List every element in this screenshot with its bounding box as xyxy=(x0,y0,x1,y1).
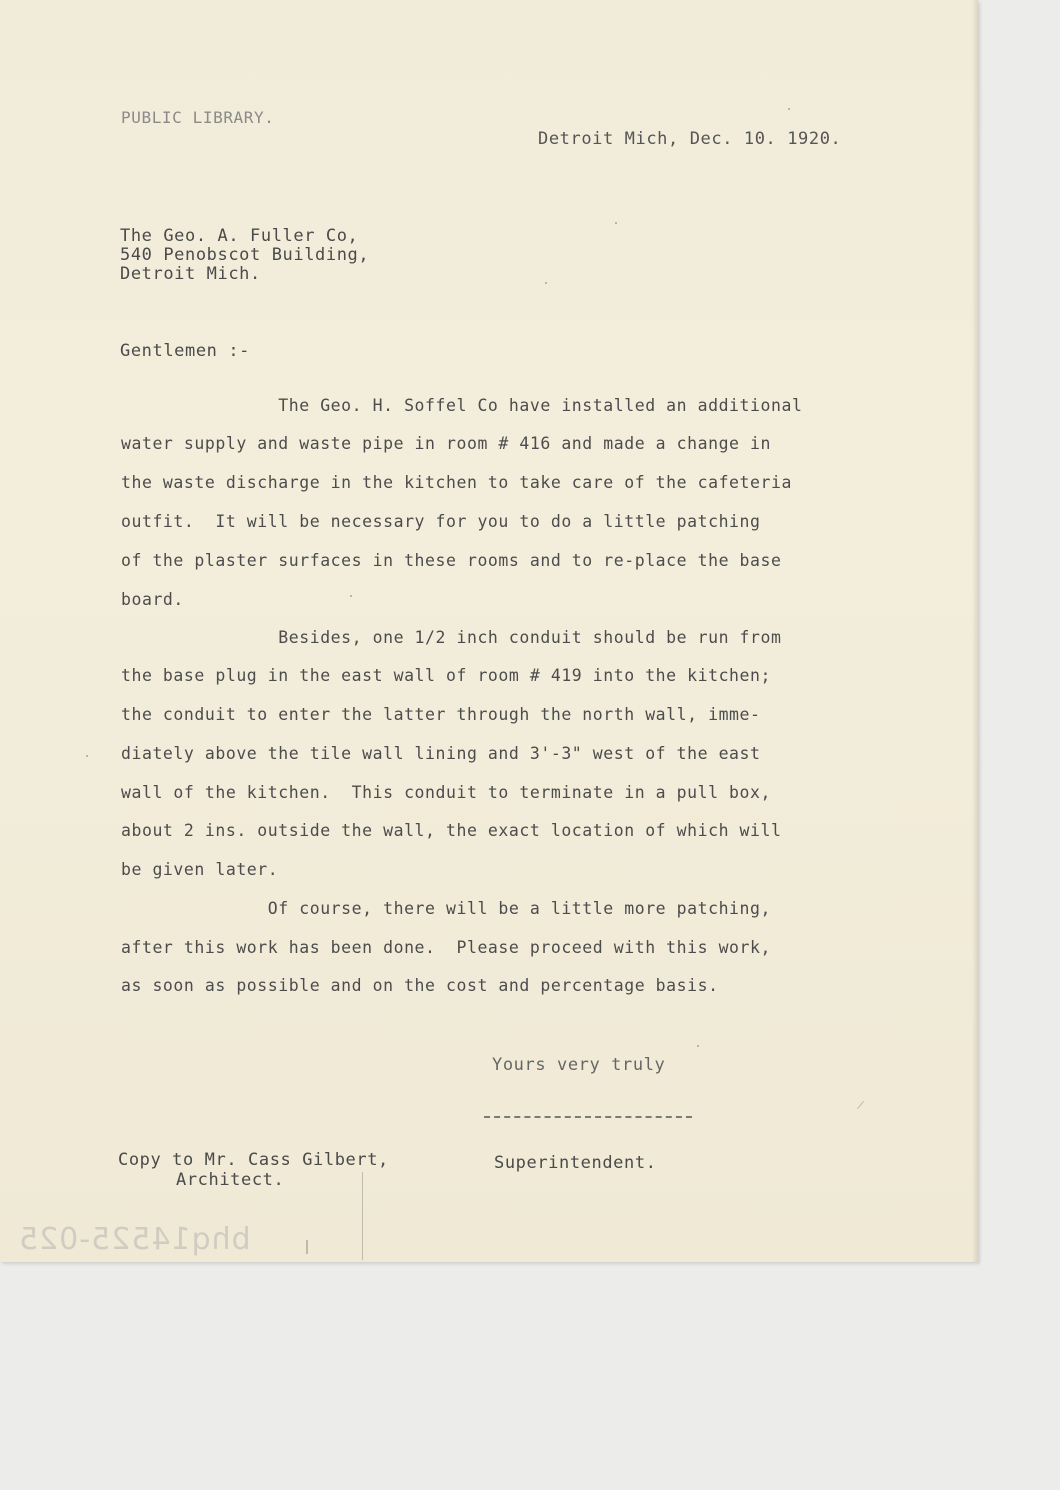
signature-title: Superintendent. xyxy=(494,1153,657,1173)
body-line: after this work has been done. Please proceed with this work, xyxy=(121,938,771,957)
body-line: outfit. It will be necessary for you to do a little patching xyxy=(121,512,761,531)
copy-line-title: Architect. xyxy=(176,1170,285,1190)
body-line: be given later. xyxy=(121,860,279,879)
address-line-2: 540 Penobscot Building, xyxy=(120,245,370,265)
closing: Yours very truly xyxy=(492,1055,666,1075)
letterhead: PUBLIC LIBRARY. xyxy=(121,108,275,127)
body-line: diately above the tile wall lining and 3'-3" west of the east xyxy=(121,744,761,763)
body-line: of the plaster surfaces in these rooms and to re-place the base xyxy=(121,551,782,570)
salutation: Gentlemen :- xyxy=(120,341,251,361)
body-line: the waste discharge in the kitchen to take care of the cafeteria xyxy=(121,473,792,492)
copy-line: Copy to Mr. Cass Gilbert, xyxy=(118,1150,389,1170)
body-line: The Geo. H. Soffel Co have installed an additional xyxy=(121,396,803,415)
body-line: board. xyxy=(121,590,184,609)
body-line: about 2 ins. outside the wall, the exact location of which will xyxy=(121,821,782,840)
body-line: as soon as possible and on the cost and percentage basis. xyxy=(121,976,719,995)
pencil-mark xyxy=(306,1240,308,1254)
date-line: Detroit Mich, Dec. 10. 1920. xyxy=(538,129,842,149)
pencil-mark xyxy=(362,1172,363,1260)
address-line-3: Detroit Mich. xyxy=(120,264,261,284)
signature-line xyxy=(484,1116,692,1118)
pencil-mark xyxy=(857,1101,864,1109)
archive-stamp: bhq14525-025 xyxy=(18,1222,251,1257)
body-line: the base plug in the east wall of room # 419 into the kitchen; xyxy=(121,666,771,685)
body-line: water supply and waste pipe in room # 416 and made a change in xyxy=(121,434,771,453)
body-line: the conduit to enter the latter through the north wall, imme- xyxy=(121,705,761,724)
body-line: Of course, there will be a little more patching, xyxy=(121,899,771,918)
address-line-1: The Geo. A. Fuller Co, xyxy=(120,226,359,246)
body-line: Besides, one 1/2 inch conduit should be run from xyxy=(121,628,782,647)
body-line: wall of the kitchen. This conduit to terminate in a pull box, xyxy=(121,783,771,802)
